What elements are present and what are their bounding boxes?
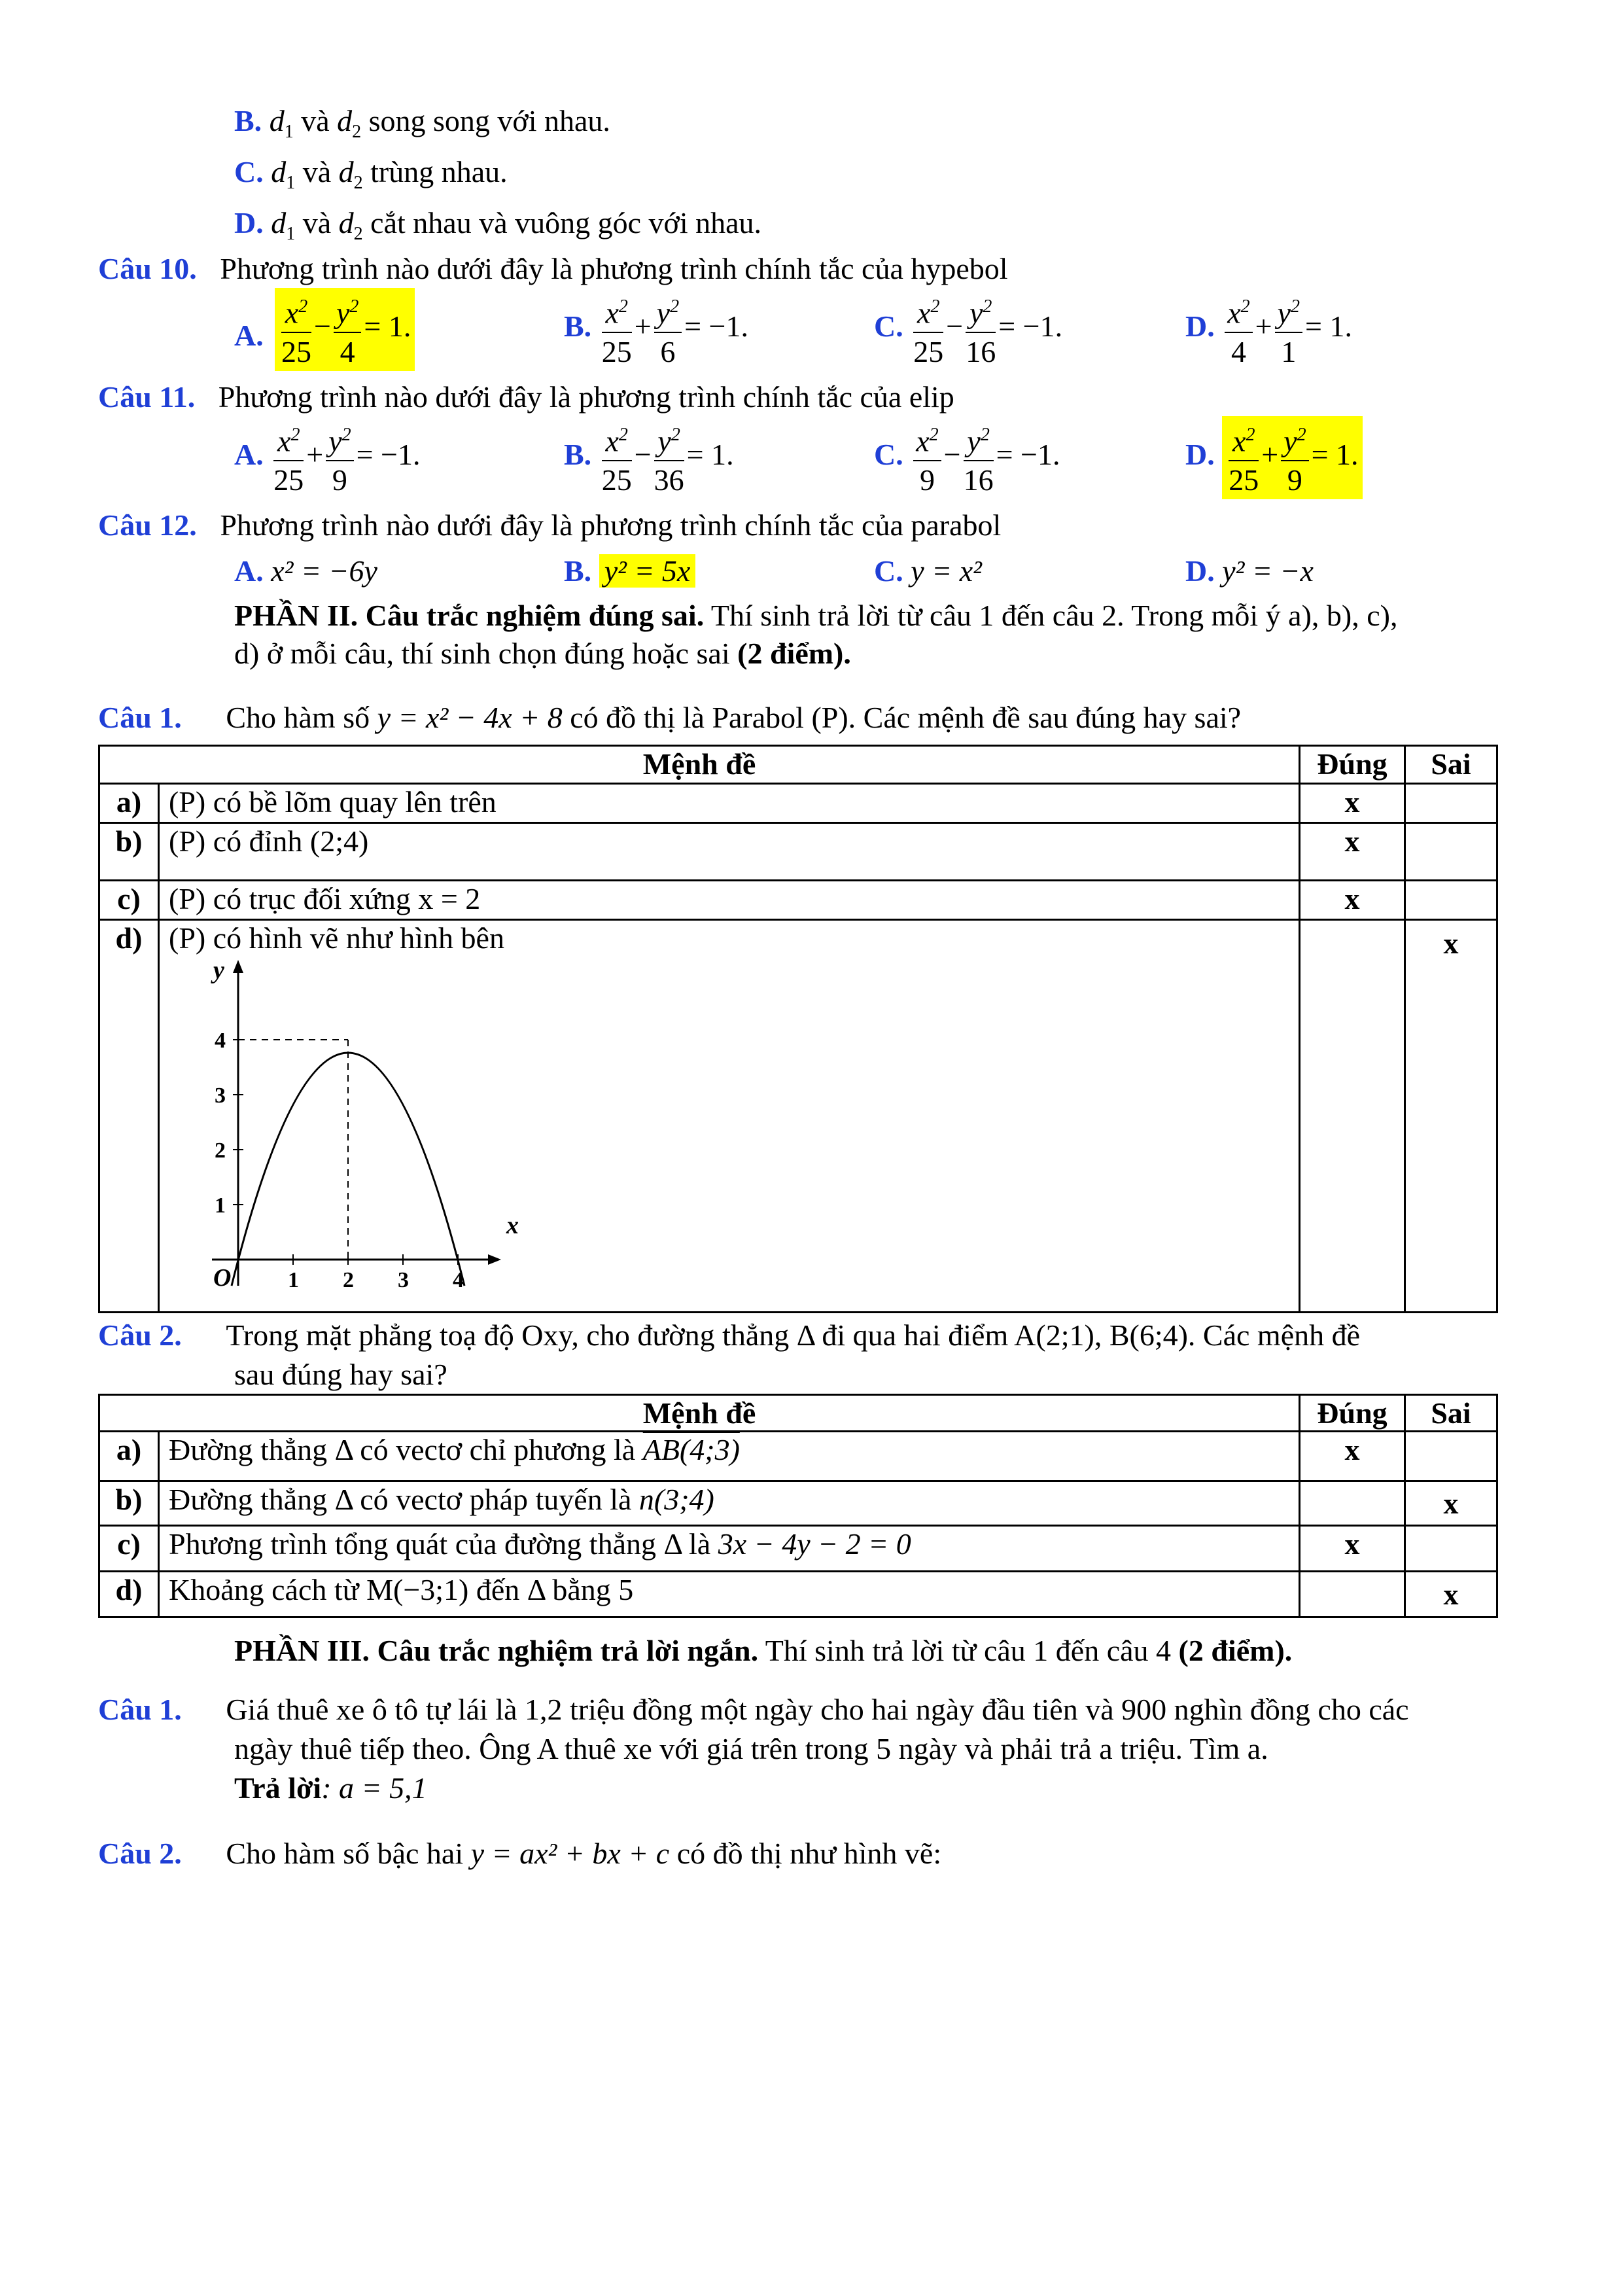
p2-question-1: Câu 1. Cho hàm số y = x² − 4x + 8 có đồ thị là Parabol (P). Các mệnh đề sau đúng hay sai? (98, 701, 1242, 734)
q12-option-c: C. y = x² (874, 554, 982, 588)
q12-option-d: D. y² = −x (1185, 554, 1314, 588)
q10-option-d: D. $\frac{x^2}{4}$ + $\frac{y^2}{1}$ = 1. (1185, 288, 1352, 371)
table-row: c) Phương trình tổng quát của đường thẳng Δ là 3x − 4y − 2 = 0 x (99, 1526, 1497, 1572)
col-header-dung: Đúng (1300, 1395, 1405, 1432)
p3-question-2: Câu 2. Cho hàm số bậc hai y = ax² + bx + c có đồ thị như hình vẽ: (98, 1837, 942, 1870)
q10-option-a: A. $\frac{x^2}{25}$ − $\frac{y^2}{4}$ = 1. (275, 288, 415, 371)
y-tick-label: 4 (215, 1029, 226, 1053)
p3-question-1-cont: ngày thuê tiếp theo. Ông A thuê xe với giá trên trong 5 ngày và phải trả a triệu. Tìm a. (234, 1732, 1268, 1765)
question-11: Câu 11. Phương trình nào dưới đây là phương trình chính tắc của elip (98, 380, 954, 414)
p2q1-table (98, 745, 1498, 1313)
parabol-graph (199, 959, 565, 1312)
p2q2-table (98, 1394, 1498, 1618)
p2-question-2: Câu 2. Trong mặt phẳng toạ độ Oxy, cho đường thẳng Δ đi qua hai điểm A(2;1), B(6;4). Các mệnh đề (98, 1318, 1361, 1352)
part2-desc: d) ở mỗi câu, thí sinh chọn đúng hoặc sai (2 điểm). (234, 637, 851, 670)
q11-option-a: A. $\frac{x^2}{25}$ + $\frac{y^2}{9}$ = −1. (234, 416, 421, 499)
q11-option-c: C. $\frac{x^2}{9}$ − $\frac{y^2}{16}$ = −1. (874, 416, 1060, 499)
table-row: d) (P) có hình vẽ như hình bên y x O 1 2 3 4 1 2 3 4 x (99, 920, 1497, 1313)
col-header-menh-de: Mệnh đề (99, 746, 1300, 784)
question-10: Câu 10. Phương trình nào dưới đây là phương trình chính tắc của hypebol (98, 252, 1008, 285)
table-row: a) Đường thẳng Δ có vectơ chỉ phương là AB(4;3) x (99, 1432, 1497, 1481)
y-axis-arrow (233, 960, 243, 973)
q12-option-b: B. y² = 5x (564, 554, 695, 588)
table-row: b) Đường thẳng Δ có vectơ pháp tuyến là n(3;4) x (99, 1481, 1497, 1526)
origin-label: O (213, 1264, 232, 1292)
y-label: y (213, 959, 224, 984)
part2-heading: PHẦN II. Câu trắc nghiệm đúng sai. Thí sinh trả lời từ câu 1 đến câu 2. Trong mỗi ý a), b), c), (234, 599, 1398, 632)
p3-question-1-answer: Trả lời: a = 5,1 (234, 1771, 427, 1805)
part3-heading: PHẦN III. Câu trắc nghiệm trả lời ngắn. Thí sinh trả lời từ câu 1 đến câu 4 (2 điểm). (234, 1634, 1293, 1667)
p2-question-2-cont: sau đúng hay sai? (234, 1358, 447, 1391)
q10-option-b: B. $\frac{x^2}{25}$ + $\frac{y^2}{6}$ = −1. (564, 288, 748, 371)
y-tick-label: 3 (215, 1084, 226, 1108)
table-row: b) (P) có đỉnh (2;4) x (99, 823, 1497, 881)
table-row: d) Khoảng cách từ M(−3;1) đến Δ bằng 5 x (99, 1572, 1497, 1617)
option-d-row: D. $d_1$ và $d_2$ cắt nhau và vuông góc với nhau. (234, 206, 762, 245)
col-header-dung: Đúng (1300, 746, 1405, 784)
x-label: x (506, 1212, 519, 1239)
y-tick-label: 2 (215, 1139, 226, 1163)
question-12: Câu 12. Phương trình nào dưới đây là phương trình chính tắc của parabol (98, 508, 1002, 542)
p3-question-1: Câu 1. Giá thuê xe ô tô tự lái là 1,2 triệu đồng một ngày cho hai ngày đầu tiên và 900 nghìn đồng cho các (98, 1693, 1409, 1726)
option-c-row: C. $d_1$ và $d_2$ trùng nhau. (234, 155, 508, 194)
x-tick-label: 1 (288, 1268, 299, 1292)
option-b-row: B. $d_1$ và $d_2$ song song với nhau. (234, 104, 610, 143)
q12-option-a: A. x² = −6y (234, 554, 377, 588)
x-axis-arrow (488, 1254, 501, 1265)
table-row: c) (P) có trục đối xứng x = 2 x (99, 881, 1497, 920)
x-tick-label: 2 (343, 1268, 354, 1292)
col-header-menh-de: Mệnh đề (99, 1395, 1300, 1432)
col-header-sai: Sai (1405, 746, 1497, 784)
q10-option-c: C. $\frac{x^2}{25}$ − $\frac{y^2}{16}$ = −1. (874, 288, 1062, 371)
x-tick-label: 3 (398, 1268, 409, 1292)
q11-option-d: D. $\frac{x^2}{25}$ + $\frac{y^2}{9}$ = 1. (1185, 416, 1363, 499)
x-tick-label: 4 (453, 1268, 464, 1292)
y-tick-label: 1 (215, 1193, 226, 1218)
col-header-sai: Sai (1405, 1395, 1497, 1432)
table-row: a) (P) có bề lõm quay lên trên x (99, 784, 1497, 823)
q11-option-b: B. $\frac{x^2}{25}$ − $\frac{y^2}{36}$ = 1. (564, 416, 734, 499)
